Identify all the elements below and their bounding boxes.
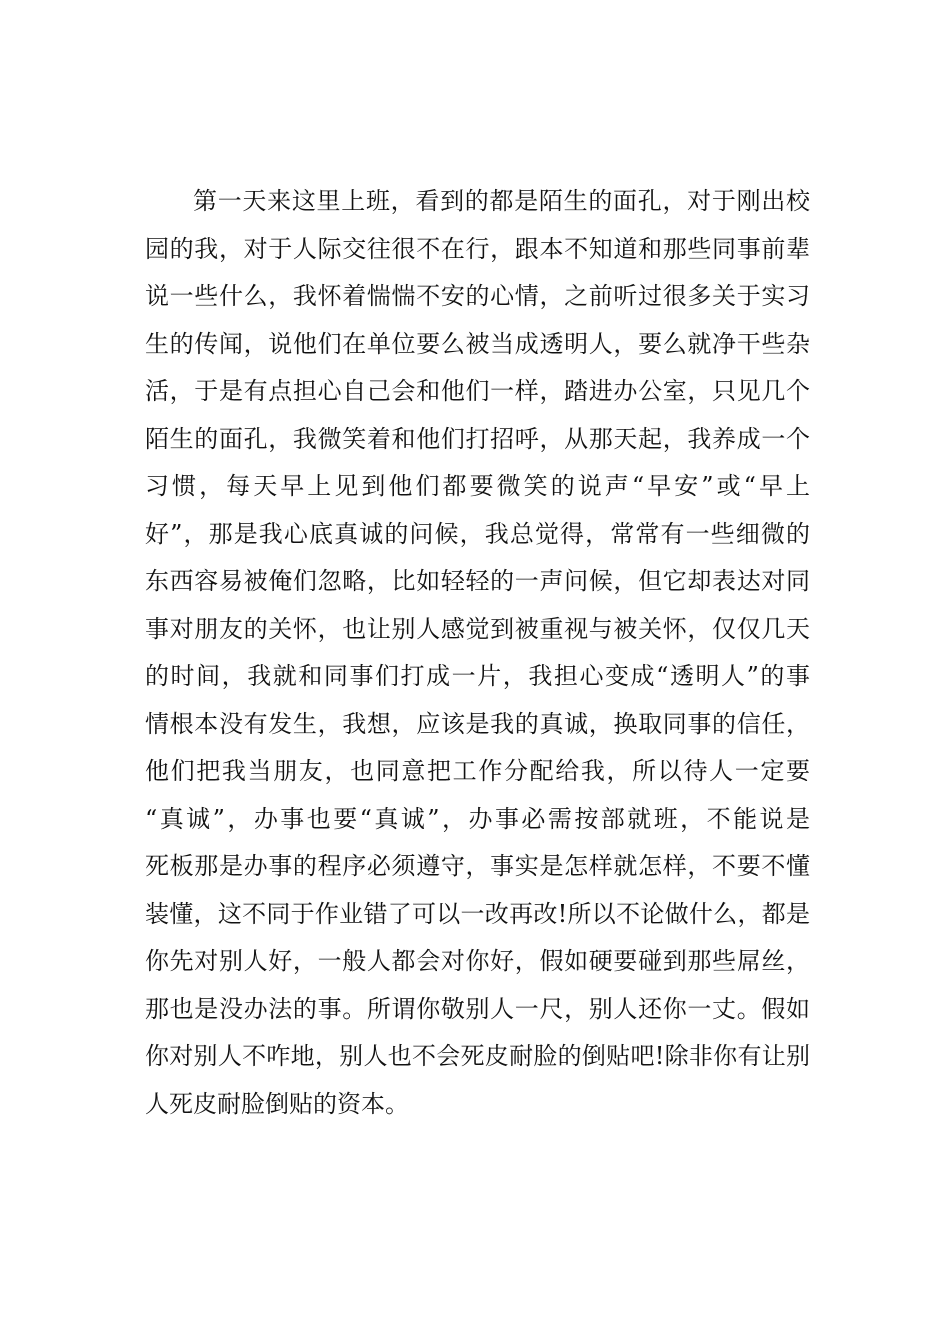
text-line: 死板那是办事的程序必须遵守，事实是怎样就怎样，不要不懂 [145,852,810,880]
text-line: 说一些什么，我怀着惴惴不安的心情，之前听过很多关于实习 [145,282,810,310]
text-line: 那也是没办法的事。所谓你敬别人一尺，别人还你一丈。假如 [145,994,810,1023]
body-paragraph [145,178,810,1128]
text-line: 情根本没有发生，我想，应该是我的真诚，换取同事的信任， [145,709,810,738]
text-line: 他们把我当朋友，也同意把工作分配给我，所以待人一定要 [145,757,810,785]
text-line: 你先对别人好，一般人都会对你好，假如硬要碰到那些屌丝， [145,947,810,975]
text-line: 事对朋友的关怀，也让别人感觉到被重视与被关怀，仅仅几天 [145,614,810,643]
text-line: “真诚”，办事也要“真诚”，办事必需按部就班，不能说是 [145,804,810,833]
text-line: 人死皮耐脸倒贴的资本。 [145,1089,409,1118]
text-line: 活，于是有点担心自己会和他们一样，踏进办公室，只见几个 [145,377,810,405]
text-line: 的时间，我就和同事们打成一片，我担心变成“透明人”的事 [145,662,810,690]
text-line: 第一天来这里上班，看到的都是陌生的面孔，对于刚出校 [193,187,810,215]
text-line: 东西容易被俺们忽略，比如轻轻的一声问候，但它却表达对同 [145,567,810,595]
text-line: 习惯，每天早上见到他们都要微笑的说声“早安”或“早上 [145,472,810,500]
text-line: 生的传闻，说他们在单位要么被当成透明人，要么就净干些杂 [145,329,810,358]
text-line: 陌生的面孔，我微笑着和他们打招呼，从那天起，我养成一个 [145,424,810,453]
text-line: 装懂，这不同于作业错了可以一改再改!所以不论做什么，都是 [145,899,810,928]
text-line: 你对别人不咋地，别人也不会死皮耐脸的倒贴吧!除非你有让别 [145,1042,810,1070]
text-line: 好”，那是我心底真诚的问候，我总觉得，常常有一些细微的 [145,519,810,548]
text-line: 园的我，对于人际交往很不在行，跟本不知道和那些同事前辈 [145,234,810,263]
